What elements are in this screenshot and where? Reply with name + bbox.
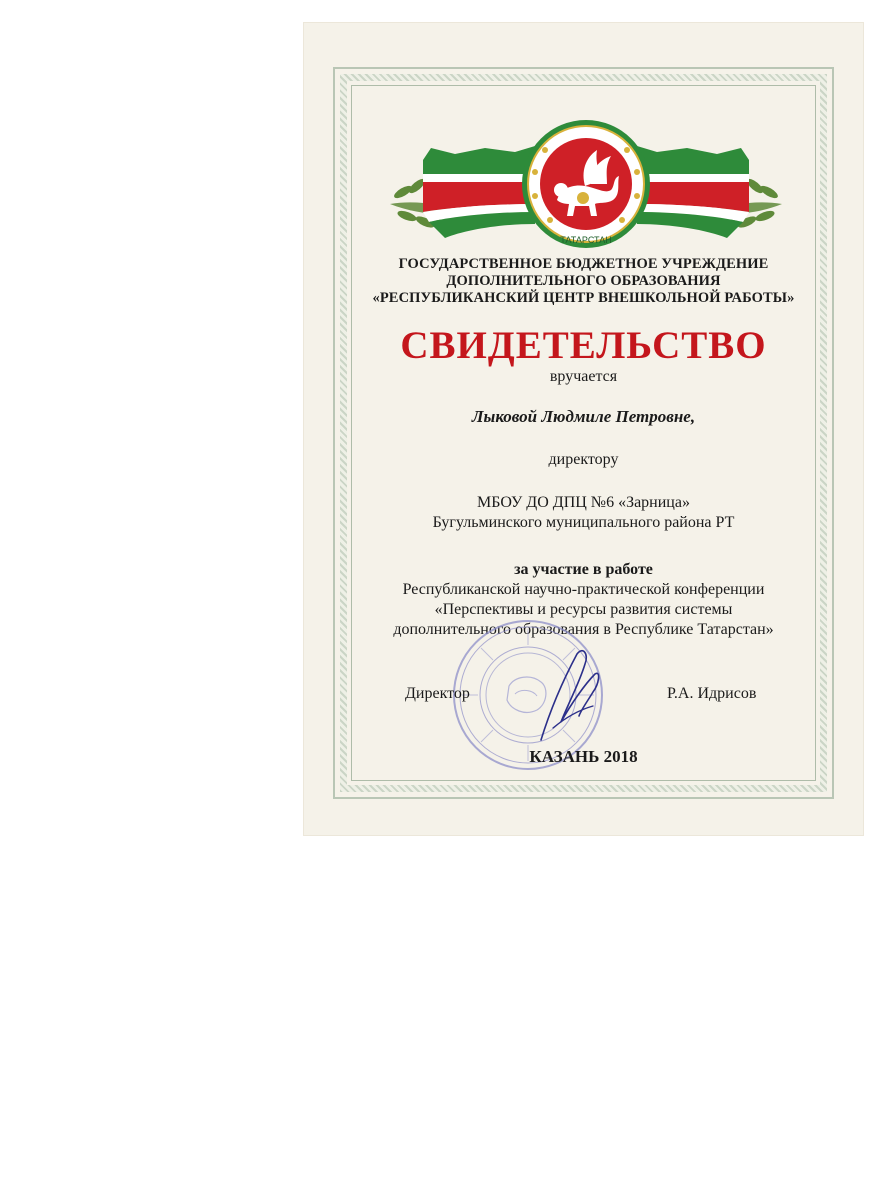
director-signature <box>531 644 611 744</box>
signatory-name: Р.А. Идрисов <box>667 685 757 702</box>
recipient-position: директору <box>548 451 619 468</box>
city-year: КАЗАНЬ 2018 <box>529 747 638 766</box>
awarded-text: вручается <box>549 368 618 385</box>
institution-line-2: Бугульминского муниципального района РТ <box>432 514 735 531</box>
organization-line-3: «РЕСПУБЛИКАНСКИЙ ЦЕНТР ВНЕШКОЛЬНОЙ РАБОТЫ» <box>372 290 795 306</box>
signature-role: Директор <box>405 685 470 702</box>
recipient-name: Лыковой Людмиле Петровне, <box>471 407 696 426</box>
award-reason: за участие в работе <box>514 561 653 578</box>
organization-name <box>343 256 824 307</box>
organization-line-2: ДОПОЛНИТЕЛЬНОГО ОБРАЗОВАНИЯ <box>446 273 721 289</box>
organization-line-1: ГОСУДАРСТВЕННОЕ БЮДЖЕТНОЕ УЧРЕЖДЕНИЕ <box>398 256 769 272</box>
event-line-2: «Перспективы и ресурсы развития системы <box>434 601 733 618</box>
institution-line-1: МБОУ ДО ДПЦ №6 «Зарница» <box>477 494 690 511</box>
institution <box>343 493 824 533</box>
coat-of-arms-icon <box>522 120 650 248</box>
event-line-3: дополнительного образования в Республике Татарстан» <box>393 621 774 638</box>
event-line-1: Республиканской научно-практической конференции <box>402 581 765 598</box>
certificate-sheet <box>303 22 864 836</box>
certificate-title: СВИДЕТЕЛЬСТВО <box>400 324 767 367</box>
tatarstan-emblem <box>385 112 787 258</box>
emblem-label: ТАТАРСТАН <box>560 235 612 245</box>
